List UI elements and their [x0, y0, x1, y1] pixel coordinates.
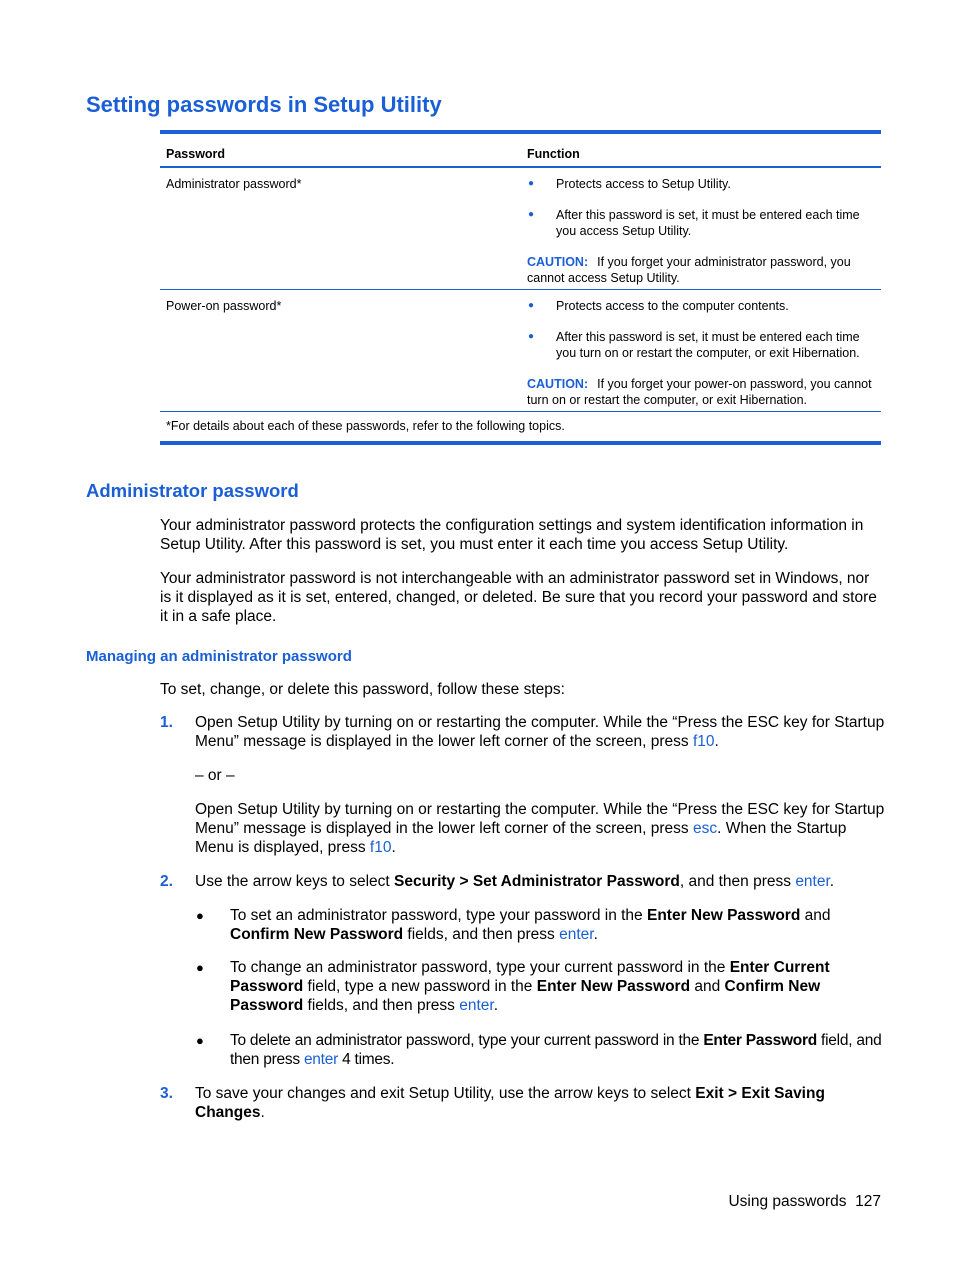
step-2-text: Use the arrow keys to select Security > Set Administrator Password, and then press enter. — [195, 873, 835, 890]
sub-bullet-delete: To delete an administrator password, type your current password in the Enter Password field, and then press enter 4 times. — [230, 1032, 882, 1069]
function-cell — [527, 298, 877, 409]
key-esc: esc — [692, 820, 718, 838]
password-table — [160, 130, 881, 445]
section-paragraph: Your administrator password protects the configuration settings and system identification information in Setup Utility. After this password is set, you must enter it each time you access Setup Utility. — [160, 517, 864, 554]
subsection-heading: Managing an administrator password — [86, 648, 352, 665]
header-password: Password — [166, 147, 226, 161]
page-title: Setting passwords in Setup Utility — [86, 92, 442, 117]
step-1-text: Open Setup Utility by turning on or restarting the computer. While the “Press the ESC key for Startup Menu” message is displayed in the lower left corner of the screen, press f10. — [195, 714, 885, 751]
key-f10: f10 — [692, 733, 715, 751]
table-header-row — [160, 134, 881, 166]
password-name: Administrator password* — [166, 177, 302, 191]
key-enter: enter — [795, 873, 830, 890]
key-enter: enter — [303, 1051, 339, 1069]
step-1-alt-text: Open Setup Utility by turning on or restarting the computer. While the “Press the ESC key for Startup Menu” message is displayed in the lower left corner of the screen, press esc. When the Startup Menu is displayed, press f10. — [195, 801, 885, 857]
page-number: 127 — [855, 1193, 881, 1210]
header-function: Function — [527, 147, 580, 161]
key-enter: enter — [559, 926, 594, 944]
table-footnote-row — [160, 412, 881, 441]
section-heading: Administrator password — [86, 480, 299, 501]
bullet-icon: ● — [196, 960, 204, 975]
bullet-icon: ● — [528, 178, 535, 189]
table-bottom-rule — [160, 441, 881, 445]
key-enter: enter — [459, 997, 494, 1015]
bullet-icon: ● — [196, 908, 204, 923]
table-footnote: *For details about each of these passwords, refer to the following topics. — [166, 419, 565, 433]
password-name: Power-on password* — [166, 299, 282, 313]
bullet-icon: ● — [528, 330, 535, 342]
step-number: 2. — [160, 873, 173, 890]
sub-bullet-set: To set an administrator password, type your password in the Enter New Password and Confirm New Password fields, and then press enter. — [230, 907, 831, 944]
caution-label: CAUTION: — [527, 254, 589, 269]
page-footer — [728, 1193, 881, 1211]
bullet-icon: ● — [528, 208, 535, 220]
footer-section: Using passwords — [728, 1193, 847, 1210]
function-cell — [527, 176, 877, 287]
list-item: ● After this password is set, it must be entered each time you access Setup Utility. — [528, 207, 860, 238]
sub-bullet-change: To change an administrator password, type your current password in the Enter Current Password field, type a new password in the Enter New Password and Confirm New Password fields, and then press enter. — [230, 959, 830, 1015]
step-3-text: To save your changes and exit Setup Utility, use the arrow keys to select Exit > Exit Saving Changes. — [195, 1085, 825, 1122]
table-row — [160, 290, 881, 411]
step-number: 1. — [160, 714, 173, 731]
caution-note: CAUTION: If you forget your administrator password, you cannot access Setup Utility. — [527, 254, 851, 285]
list-item: ● Protects access to the computer contents. — [528, 299, 789, 313]
steps-intro: To set, change, or delete this password, follow these steps: — [160, 681, 565, 698]
bullet-icon: ● — [528, 300, 535, 311]
step-number: 3. — [160, 1085, 173, 1102]
table-row — [160, 168, 881, 289]
section-paragraph: Your administrator password is not interchangeable with an administrator password set in Windows, nor is it displayed as it is set, entered, changed, or deleted. Be sure that you record your password and store it in a safe place. — [160, 570, 877, 626]
list-item: ● Protects access to Setup Utility. — [528, 177, 731, 191]
caution-note: CAUTION: If you forget your power-on password, you cannot turn on or restart the computer, or exit Hibernation. — [527, 376, 872, 407]
caution-label: CAUTION: — [527, 376, 589, 391]
bullet-icon: ● — [196, 1033, 204, 1048]
key-f10: f10 — [369, 839, 392, 857]
list-item: ● After this password is set, it must be entered each time you turn on or restart the computer, or exit Hibernation. — [528, 329, 860, 360]
or-separator: – or – — [195, 767, 235, 784]
